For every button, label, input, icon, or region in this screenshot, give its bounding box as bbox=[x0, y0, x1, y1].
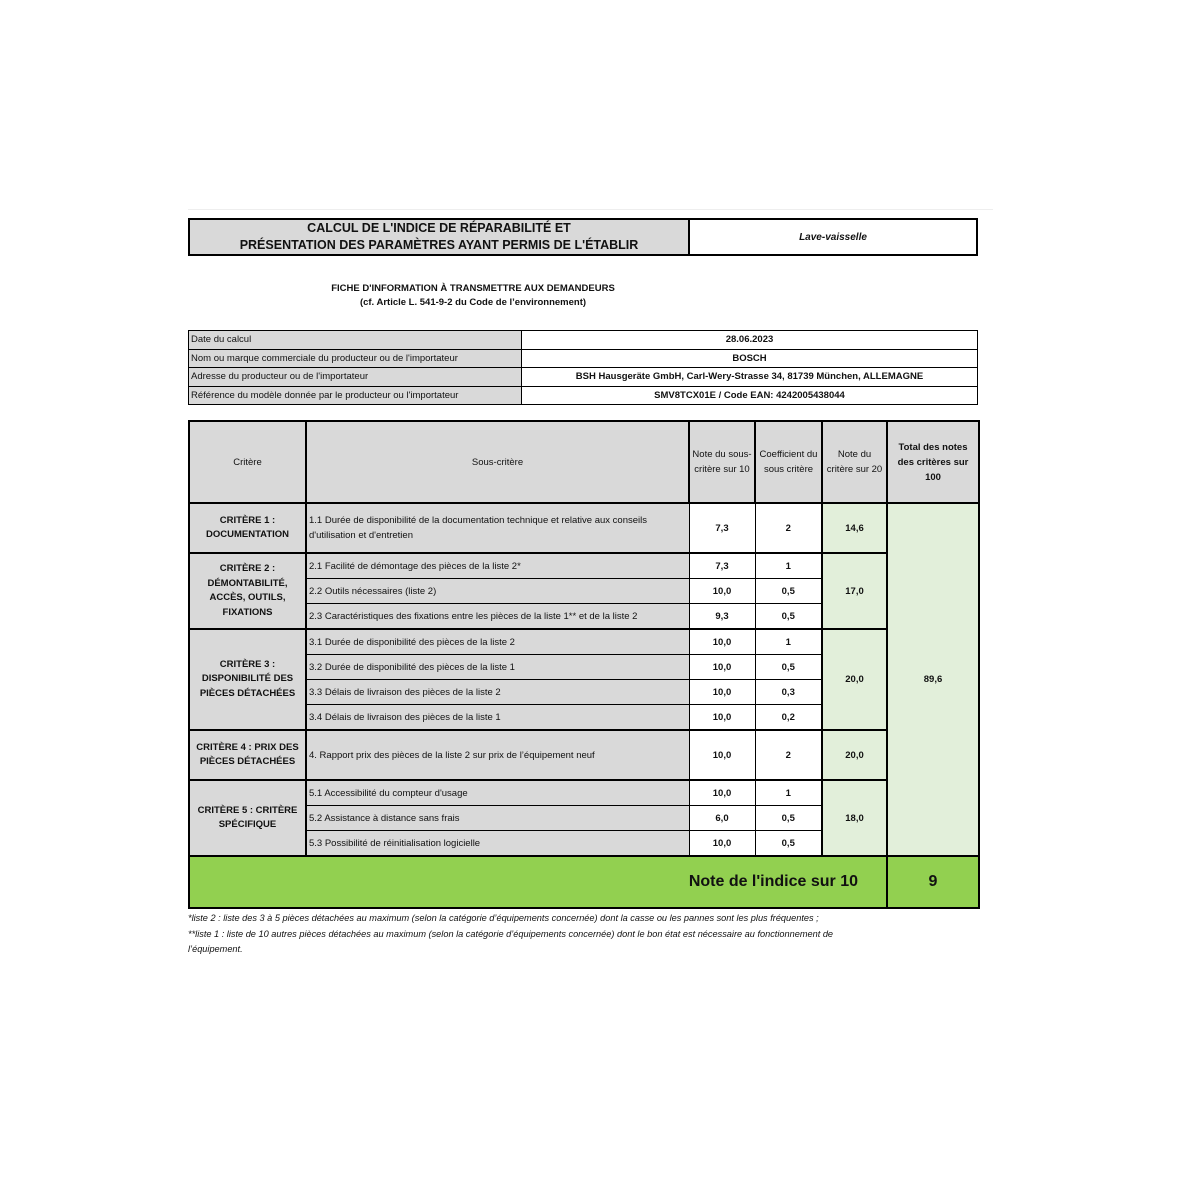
repairability-sheet bbox=[188, 218, 978, 958]
sub-criterion-note: 10,0 bbox=[689, 579, 755, 604]
table-row bbox=[189, 629, 979, 655]
final-score-row bbox=[189, 856, 979, 908]
info-label: Adresse du producteur ou de l'importateur bbox=[189, 368, 522, 387]
footnote: l’équipement. bbox=[188, 944, 243, 954]
final-score-label: Note de l'indice sur 10 bbox=[189, 856, 887, 908]
criterion-name: CRITÈRE 2 : DÉMONTABILITÉ, ACCÈS, OUTILS, FIXATIONS bbox=[189, 553, 306, 629]
info-label: Date du calcul bbox=[189, 331, 522, 350]
sub-criterion-label: 3.4 Délais de livraison des pièces de la liste 1 bbox=[306, 705, 689, 731]
criterion-note20: 20,0 bbox=[822, 629, 887, 730]
sub-criterion-coef: 0,5 bbox=[755, 806, 822, 831]
col-header-note10: Note du sous-critère sur 10 bbox=[689, 421, 755, 503]
sub-criterion-coef: 0,5 bbox=[755, 655, 822, 680]
sub-criterion-note: 10,0 bbox=[689, 730, 755, 780]
info-table bbox=[188, 330, 978, 405]
header-table bbox=[188, 218, 978, 256]
sub-criterion-label: 3.2 Durée de disponibilité des pièces de la liste 1 bbox=[306, 655, 689, 680]
info-value: SMV8TCX01E / Code EAN: 4242005438044 bbox=[522, 386, 978, 405]
footnotes bbox=[188, 911, 928, 958]
criterion-note20: 20,0 bbox=[822, 730, 887, 780]
table-row bbox=[189, 503, 979, 553]
criterion-name: CRITÈRE 4 : PRIX DES PIÈCES DÉTACHÉES bbox=[189, 730, 306, 780]
sub-criterion-note: 10,0 bbox=[689, 680, 755, 705]
criterion-note20: 14,6 bbox=[822, 503, 887, 553]
sub-criterion-label: 4. Rapport prix des pièces de la liste 2 sur prix de l’équipement neuf bbox=[306, 730, 689, 780]
sub-criterion-label: 2.1 Facilité de démontage des pièces de la liste 2* bbox=[306, 553, 689, 579]
sub-criterion-coef: 1 bbox=[755, 629, 822, 655]
criterion-note20: 18,0 bbox=[822, 780, 887, 856]
product-category: Lave-vaisselle bbox=[689, 219, 977, 255]
criterion-name: CRITÈRE 1 : DOCUMENTATION bbox=[189, 503, 306, 553]
sub-criterion-coef: 0,3 bbox=[755, 680, 822, 705]
sub-criterion-label: 1.1 Durée de disponibilité de la documentation technique et relative aux conseils d'utilisation et d'entretien bbox=[306, 503, 689, 553]
sub-criterion-label: 2.3 Caractéristiques des fixations entre les pièces de la liste 1** et de la liste 2 bbox=[306, 604, 689, 630]
fiche-line2: (cf. Article L. 541-9-2 du Code de l’environnement) bbox=[359, 297, 587, 308]
col-header-total: Total des notes des critères sur 100 bbox=[887, 421, 979, 503]
sub-criterion-coef: 0,5 bbox=[755, 579, 822, 604]
sub-criterion-coef: 1 bbox=[755, 553, 822, 579]
sheet-title bbox=[189, 219, 689, 255]
top-rule bbox=[188, 209, 993, 210]
sub-criterion-label: 3.3 Délais de livraison des pièces de la liste 2 bbox=[306, 680, 689, 705]
sub-criterion-note: 10,0 bbox=[689, 780, 755, 806]
sub-criterion-note: 10,0 bbox=[689, 705, 755, 731]
footnote: *liste 2 : liste des 3 à 5 pièces détachées au maximum (selon la catégorie d’équipements concernée) dont la casse ou les pannes sont les plus fréquentes ; bbox=[188, 913, 819, 923]
info-row bbox=[189, 331, 978, 350]
sub-criterion-note: 7,3 bbox=[689, 503, 755, 553]
col-header-note20: Note du critère sur 20 bbox=[822, 421, 887, 503]
info-row bbox=[189, 349, 978, 368]
sub-criterion-coef: 0,5 bbox=[755, 831, 822, 857]
info-value: BOSCH bbox=[522, 349, 978, 368]
criterion-name: CRITÈRE 5 : CRITÈRE SPÉCIFIQUE bbox=[189, 780, 306, 856]
sub-criterion-label: 3.1 Durée de disponibilité des pièces de la liste 2 bbox=[306, 629, 689, 655]
final-score-value: 9 bbox=[887, 856, 979, 908]
sub-criterion-label: 5.3 Possibilité de réinitialisation logicielle bbox=[306, 831, 689, 857]
col-header-sous-critere: Sous-critère bbox=[306, 421, 689, 503]
sub-criterion-note: 10,0 bbox=[689, 629, 755, 655]
table-row bbox=[189, 780, 979, 806]
sub-criterion-note: 9,3 bbox=[689, 604, 755, 630]
sheet-title-line2: PRÉSENTATION DES PARAMÈTRES AYANT PERMIS DE L'ÉTABLIR bbox=[239, 238, 639, 252]
criterion-name: CRITÈRE 3 : DISPONIBILITÉ DES PIÈCES DÉTACHÉES bbox=[189, 629, 306, 730]
sub-criterion-label: 2.2 Outils nécessaires (liste 2) bbox=[306, 579, 689, 604]
info-value: 28.06.2023 bbox=[522, 331, 978, 350]
info-label: Référence du modèle donnée par le producteur ou l'importateur bbox=[189, 386, 522, 405]
col-header-coef: Coefficient du sous critère bbox=[755, 421, 822, 503]
sub-criterion-coef: 2 bbox=[755, 730, 822, 780]
sub-criterion-coef: 0,2 bbox=[755, 705, 822, 731]
criterion-note20: 17,0 bbox=[822, 553, 887, 629]
sub-criterion-note: 7,3 bbox=[689, 553, 755, 579]
table-row bbox=[189, 730, 979, 780]
sheet-title-line1: CALCUL DE L'INDICE DE RÉPARABILITÉ ET bbox=[307, 221, 571, 235]
criteria-table bbox=[188, 420, 980, 909]
sub-criterion-note: 10,0 bbox=[689, 831, 755, 857]
sub-criterion-label: 5.2 Assistance à distance sans frais bbox=[306, 806, 689, 831]
total-score: 89,6 bbox=[887, 503, 979, 856]
sub-criterion-coef: 1 bbox=[755, 780, 822, 806]
fiche-line1: FICHE D'INFORMATION À TRANSMETTRE AUX DEMANDEURS bbox=[331, 283, 615, 294]
sub-criterion-note: 10,0 bbox=[689, 655, 755, 680]
sub-criterion-note: 6,0 bbox=[689, 806, 755, 831]
sub-criterion-label: 5.1 Accessibilité du compteur d'usage bbox=[306, 780, 689, 806]
info-row bbox=[189, 386, 978, 405]
info-row bbox=[189, 368, 978, 387]
sub-criterion-coef: 0,5 bbox=[755, 604, 822, 630]
table-header-row bbox=[189, 421, 979, 503]
footnote: **liste 1 : liste de 10 autres pièces détachées au maximum (selon la catégorie d’équipements concernée) dont le bon état est nécessaire au fonctionnement de bbox=[188, 928, 834, 939]
info-value: BSH Hausgeräte GmbH, Carl-Wery-Strasse 34, 81739 München, ALLEMAGNE bbox=[522, 368, 978, 387]
sub-criterion-coef: 2 bbox=[755, 503, 822, 553]
col-header-critere: Critère bbox=[189, 421, 306, 503]
info-label: Nom ou marque commerciale du producteur ou de l'importateur bbox=[189, 349, 522, 368]
fiche-heading bbox=[188, 282, 758, 310]
table-row bbox=[189, 553, 979, 579]
